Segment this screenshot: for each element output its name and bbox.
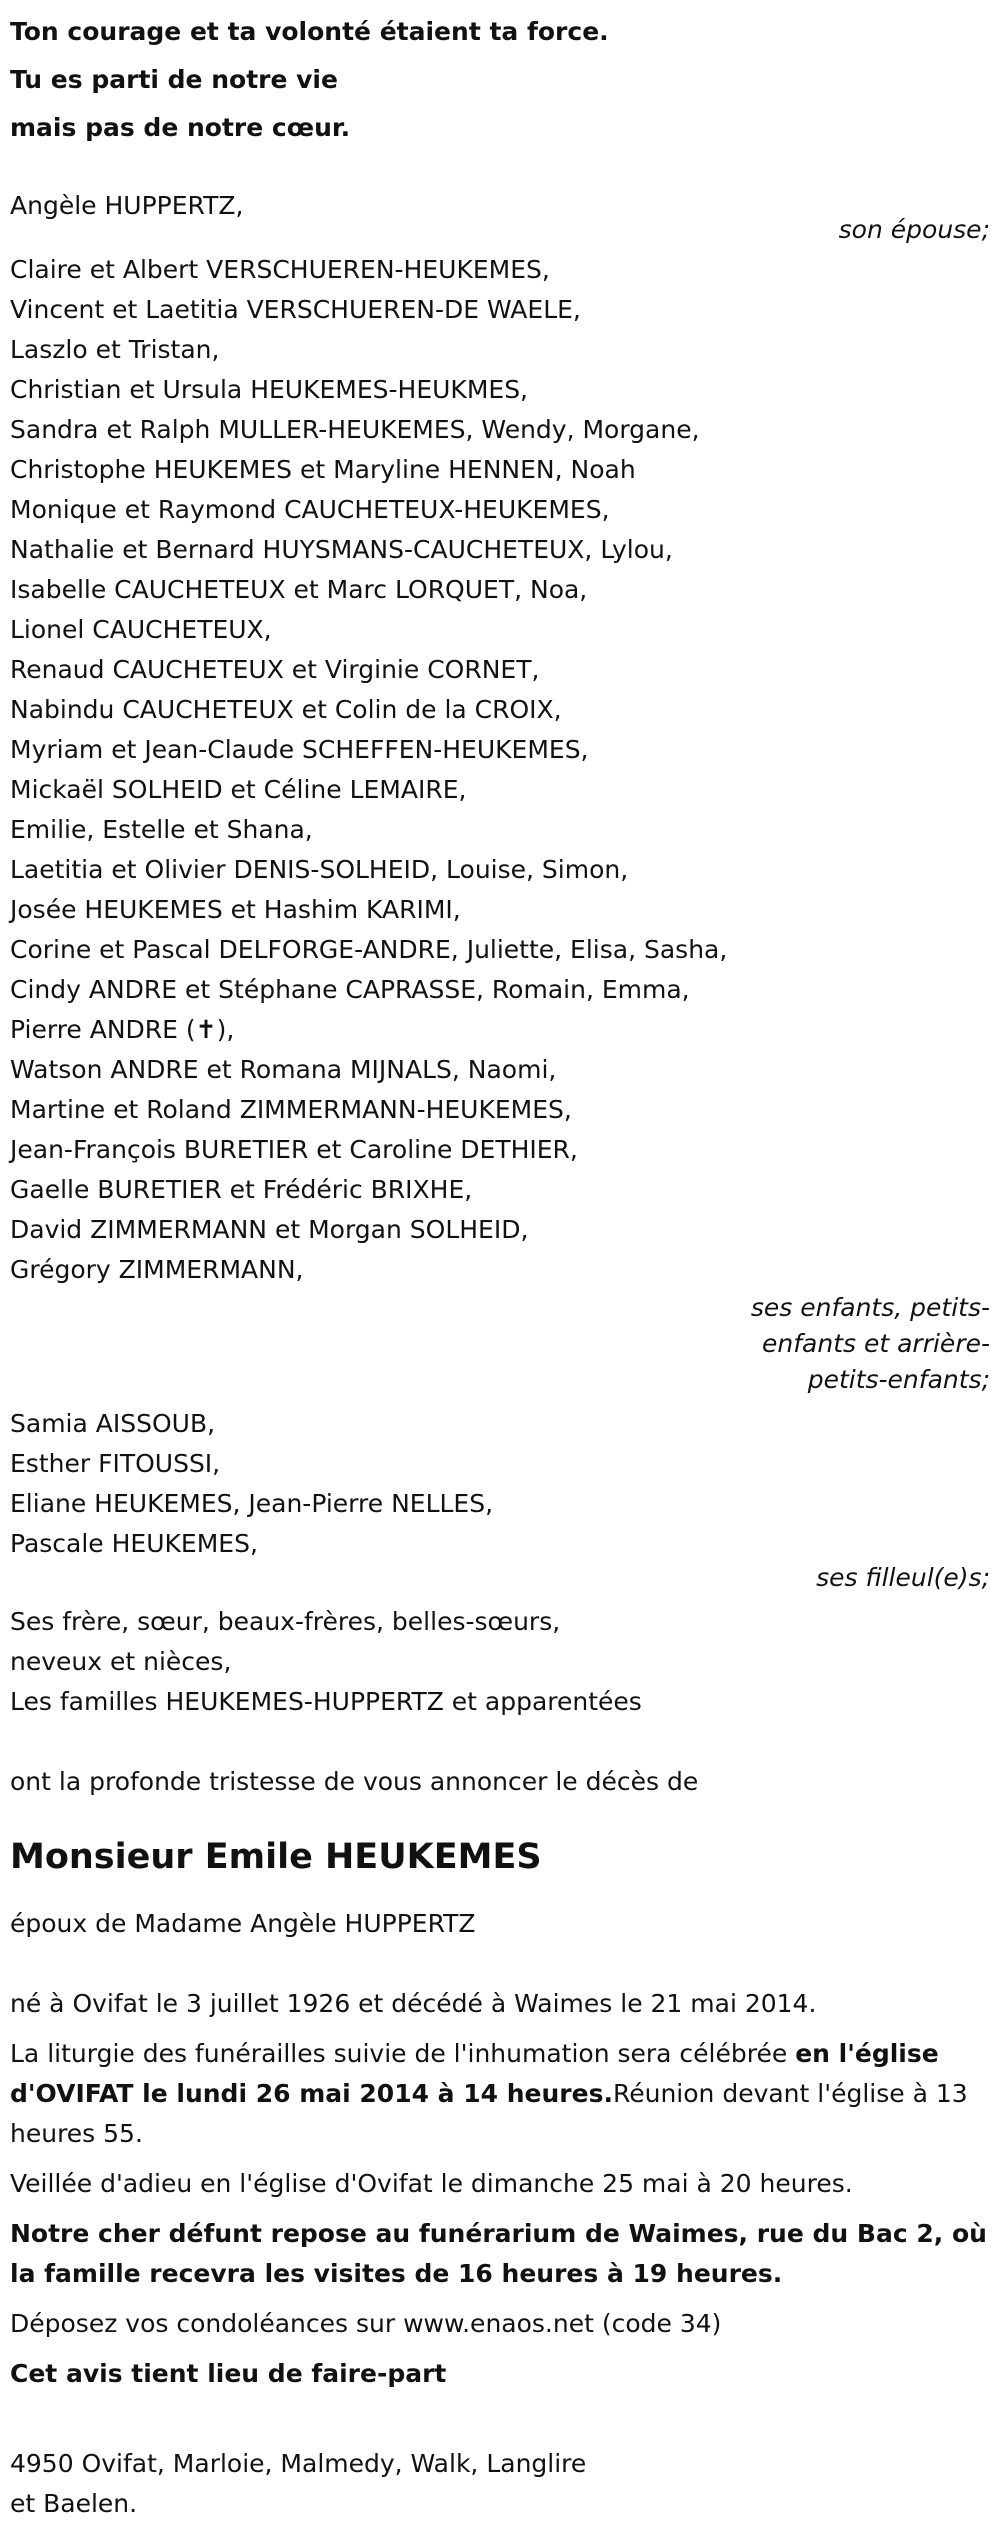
liturgy bbox=[10, 2034, 992, 2154]
poem-line: Ton courage et ta volonté étaient ta force. bbox=[10, 17, 609, 46]
spouse-name: Angèle HUPPERTZ, bbox=[10, 191, 244, 220]
child-line: Christophe HEUKEMES et Maryline HENNEN, Noah bbox=[10, 455, 636, 484]
child-line: Claire et Albert VERSCHUEREN-HEUKEMES, bbox=[10, 255, 550, 284]
address bbox=[10, 2444, 992, 2524]
child-line: Sandra et Ralph MULLER-HEUKEMES, Wendy, Morgane, bbox=[10, 415, 700, 444]
role-line: ses enfants, petits- bbox=[750, 1293, 990, 1322]
child-line: Pierre ANDRE (✝), bbox=[10, 1015, 235, 1044]
children-list bbox=[10, 250, 992, 1290]
condolences: Déposez vos condoléances sur www.enaos.net (code 34) bbox=[10, 2309, 722, 2338]
child-line: Josée HEUKEMES et Hashim KARIMI, bbox=[10, 895, 461, 924]
family-line: Ses frère, sœur, beaux-frères, belles-sœurs, bbox=[10, 1607, 561, 1636]
child-line: Grégory ZIMMERMANN, bbox=[10, 1255, 304, 1284]
obituary-notice bbox=[10, 0, 992, 2524]
deceased-name: Monsieur Emile HEUKEMES bbox=[10, 1837, 542, 1877]
child-line: Lionel CAUCHETEUX, bbox=[10, 615, 272, 644]
godchild-line: Eliane HEUKEMES, Jean-Pierre NELLES, bbox=[10, 1489, 494, 1518]
deceased-spouse: époux de Madame Angèle HUPPERTZ bbox=[10, 1909, 476, 1938]
family-line: neveux et nièces, bbox=[10, 1647, 232, 1676]
liturgy-text: La liturgie des funérailles suivie de l'inhumation sera célébrée bbox=[10, 2039, 796, 2068]
child-line: Nathalie et Bernard HUYSMANS-CAUCHETEUX, Lylou, bbox=[10, 535, 673, 564]
child-line: Renaud CAUCHETEUX et Virginie CORNET, bbox=[10, 655, 540, 684]
spouse-role: son épouse; bbox=[838, 215, 990, 244]
address-line: 4950 Ovifat, Marloie, Malmedy, Walk, Langlire bbox=[10, 2449, 587, 2478]
family-list bbox=[10, 1602, 992, 1722]
child-line: Monique et Raymond CAUCHETEUX-HEUKEMES, bbox=[10, 495, 610, 524]
godchildren-list bbox=[10, 1404, 992, 1564]
child-line: Christian et Ursula HEUKEMES-HEUKMES, bbox=[10, 375, 529, 404]
child-line: Emilie, Estelle et Shana, bbox=[10, 815, 313, 844]
vigil: Veillée d'adieu en l'église d'Ovifat le dimanche 25 mai à 20 heures. bbox=[10, 2169, 853, 2198]
poem bbox=[10, 8, 992, 152]
poem-line: mais pas de notre cœur. bbox=[10, 113, 351, 142]
role-line: petits-enfants; bbox=[807, 1365, 990, 1394]
family-line: Les familles HEUKEMES-HUPPERTZ et apparentées bbox=[10, 1687, 642, 1716]
godchild-line: Pascale HEUKEMES, bbox=[10, 1529, 258, 1558]
child-line: Nabindu CAUCHETEUX et Colin de la CROIX, bbox=[10, 695, 562, 724]
child-line: Watson ANDRE et Romana MIJNALS, Naomi, bbox=[10, 1055, 557, 1084]
godchildren-role: ses filleul(e)s; bbox=[816, 1563, 990, 1592]
child-line: Isabelle CAUCHETEUX et Marc LORQUET, Noa, bbox=[10, 575, 588, 604]
child-line: Mickaël SOLHEID et Céline LEMAIRE, bbox=[10, 775, 467, 804]
funerarium: Notre cher défunt repose au funérarium de Waimes, rue du Bac 2, où la famille recevra les visites de 16 heures à 19 heures. bbox=[10, 2219, 987, 2288]
child-line: Gaelle BURETIER et Frédéric BRIXHE, bbox=[10, 1175, 473, 1204]
announcement: ont la profonde tristesse de vous annoncer le décès de bbox=[10, 1767, 699, 1796]
child-line: David ZIMMERMANN et Morgan SOLHEID, bbox=[10, 1215, 529, 1244]
child-line: Martine et Roland ZIMMERMANN-HEUKEMES, bbox=[10, 1095, 572, 1124]
birth-death: né à Ovifat le 3 juillet 1926 et décédé à Waimes le 21 mai 2014. bbox=[10, 1989, 817, 2018]
child-line: Corine et Pascal DELFORGE-ANDRE, Juliette, Elisa, Sasha, bbox=[10, 935, 728, 964]
poem-line: Tu es parti de notre vie bbox=[10, 65, 338, 94]
child-line: Cindy ANDRE et Stéphane CAPRASSE, Romain, Emma, bbox=[10, 975, 690, 1004]
liturgy-meeting: Réunion devant l'église à 13 heures 55. bbox=[10, 2079, 968, 2148]
child-line: Myriam et Jean-Claude SCHEFFEN-HEUKEMES, bbox=[10, 735, 589, 764]
liturgy-place-time: en l'église d'OVIFAT le lundi 26 mai 2014 à 14 heures. bbox=[10, 2039, 939, 2108]
godchild-line: Esther FITOUSSI, bbox=[10, 1449, 221, 1478]
role-line: enfants et arrière- bbox=[762, 1329, 990, 1358]
child-line: Laszlo et Tristan, bbox=[10, 335, 220, 364]
godchild-line: Samia AISSOUB, bbox=[10, 1409, 216, 1438]
notice: Cet avis tient lieu de faire-part bbox=[10, 2359, 447, 2388]
child-line: Laetitia et Olivier DENIS-SOLHEID, Louise, Simon, bbox=[10, 855, 629, 884]
children-role bbox=[10, 1290, 992, 1398]
address-line: et Baelen. bbox=[10, 2489, 138, 2518]
child-line: Jean-François BURETIER et Caroline DETHIER, bbox=[10, 1135, 578, 1164]
child-line: Vincent et Laetitia VERSCHUEREN-DE WAELE, bbox=[10, 295, 581, 324]
